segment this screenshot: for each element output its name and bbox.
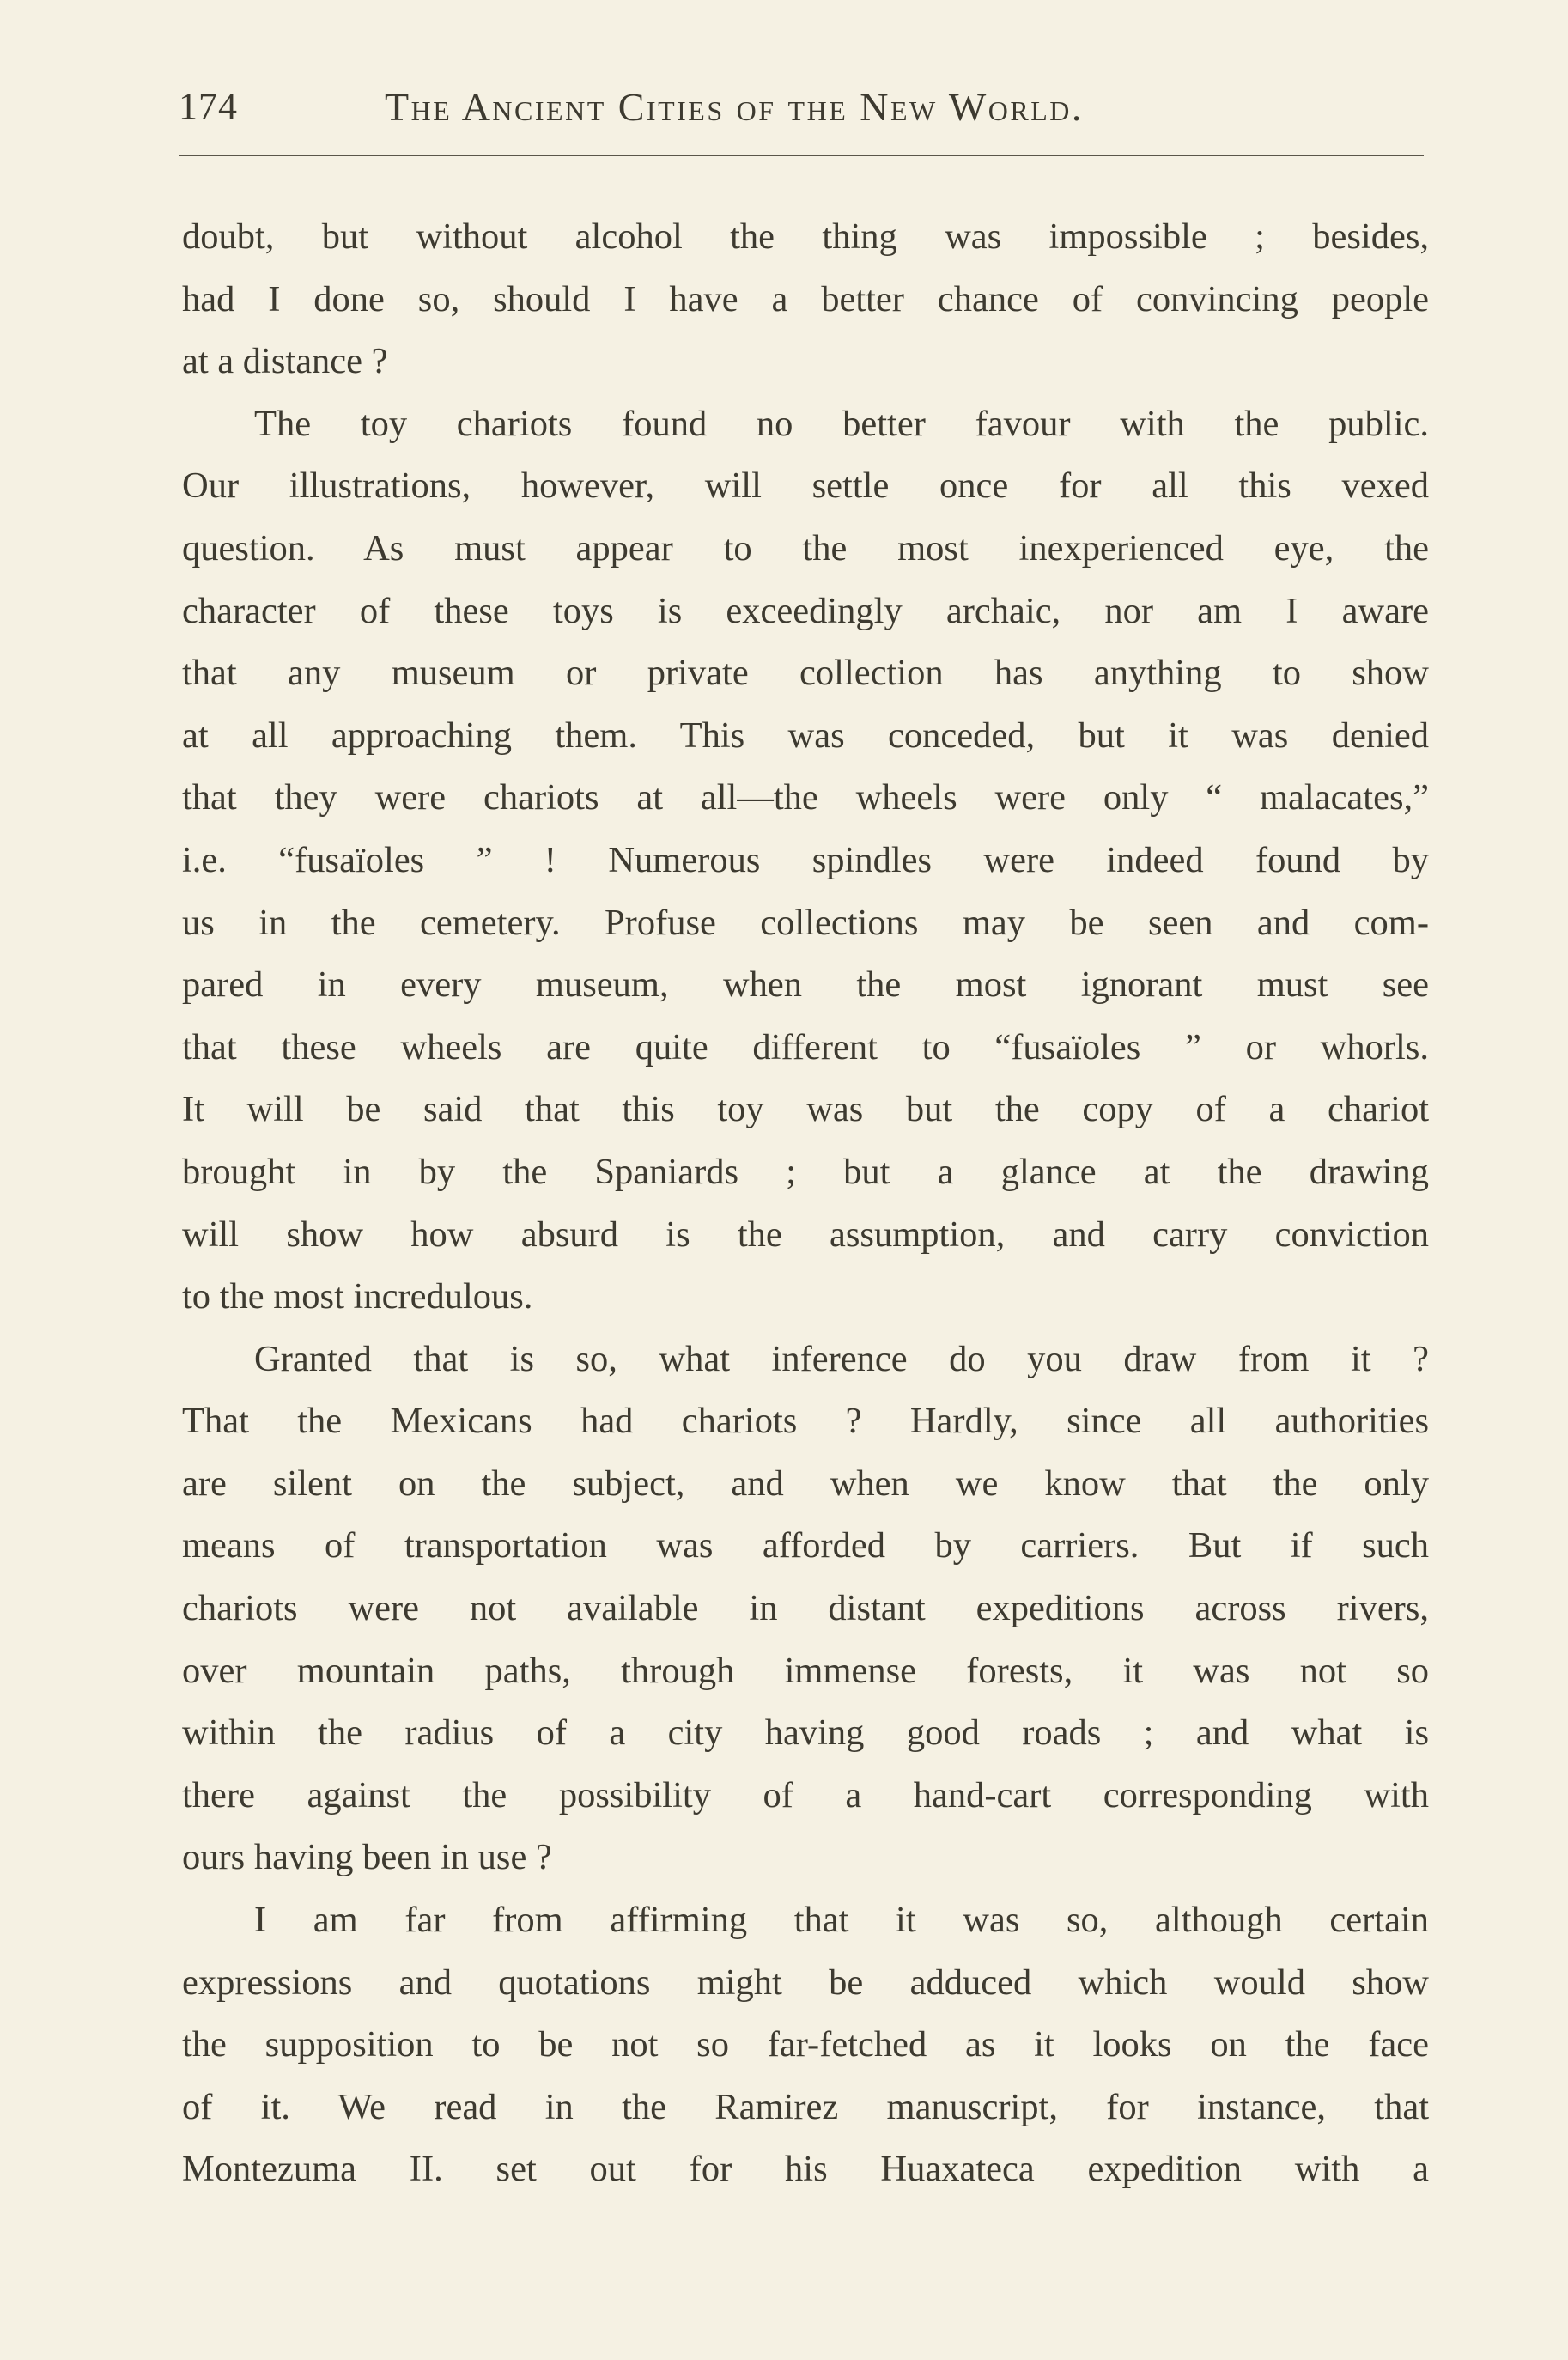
text-line: Montezuma II. set out for his Huaxateca expedition with a [182, 2149, 1429, 2190]
text-line: to the most incredulous. [182, 1276, 533, 1317]
text-line: Our illustrations, however, will settle once for all this vexed [182, 465, 1429, 507]
text-line: brought in by the Spaniards ; but a glance at the drawing [182, 1151, 1429, 1192]
text-line: pared in every museum, when the most ignorant must see [182, 964, 1429, 1006]
text-line: I am far from affirming that it was so, although certain [254, 1900, 1429, 1941]
text-line: It will be said that this toy was but the copy of a chariot [182, 1089, 1429, 1130]
text-line: there against the possibility of a hand-cart corresponding with [182, 1774, 1429, 1816]
text-line: The toy chariots found no better favour with the public. [254, 403, 1429, 444]
text-line: Granted that is so, what inference do you draw from it ? [254, 1338, 1429, 1379]
text-line: the supposition to be not so far-fetched as it looks on the face [182, 2024, 1429, 2065]
text-line: that these wheels are quite different to “fusaïoles ” or whorls. [182, 1026, 1429, 1067]
text-line: within the radius of a city having good roads ; and what is [182, 1712, 1429, 1754]
running-title: The Ancient Cities of the New World. [385, 85, 1084, 129]
body-text [182, 206, 1429, 2201]
text-line: at all approaching them. This was conceded, but it was denied [182, 715, 1429, 756]
text-line: had I done so, should I have a better chance of convincing people [182, 278, 1429, 319]
header-rule [179, 155, 1424, 156]
text-line: are silent on the subject, and when we know that the only [182, 1463, 1429, 1504]
text-line: over mountain paths, through immense forests, it was not so [182, 1650, 1429, 1691]
text-line: at a distance ? [182, 341, 388, 382]
text-line: expressions and quotations might be adduced which would show [182, 1962, 1429, 2003]
text-line: character of these toys is exceedingly archaic, nor am I aware [182, 590, 1429, 631]
text-line: that they were chariots at all—the wheels were only “ malacates,” [182, 777, 1429, 818]
text-line: of it. We read in the Ramirez manuscript, for instance, that [182, 2086, 1429, 2127]
text-line: i.e. “fusaïoles ” ! Numerous spindles were indeed found by [182, 839, 1429, 880]
text-line: that any museum or private collection has anything to show [182, 653, 1429, 694]
text-line: That the Mexicans had chariots ? Hardly, since all authorities [182, 1401, 1429, 1442]
running-head [179, 84, 1424, 136]
page-number: 174 [179, 85, 238, 127]
text-line: ours having been in use ? [182, 1837, 552, 1878]
text-line: will show how absurd is the assumption, and carry conviction [182, 1213, 1429, 1255]
text-line: us in the cemetery. Profuse collections may be seen and com- [182, 902, 1429, 943]
text-line: question. As must appear to the most inexperienced eye, the [182, 527, 1429, 569]
text-line: doubt, but without alcohol the thing was impossible ; besides, [182, 216, 1429, 257]
text-line: chariots were not available in distant expeditions across rivers, [182, 1588, 1429, 1629]
text-line: means of transportation was afforded by carriers. But if such [182, 1525, 1429, 1566]
